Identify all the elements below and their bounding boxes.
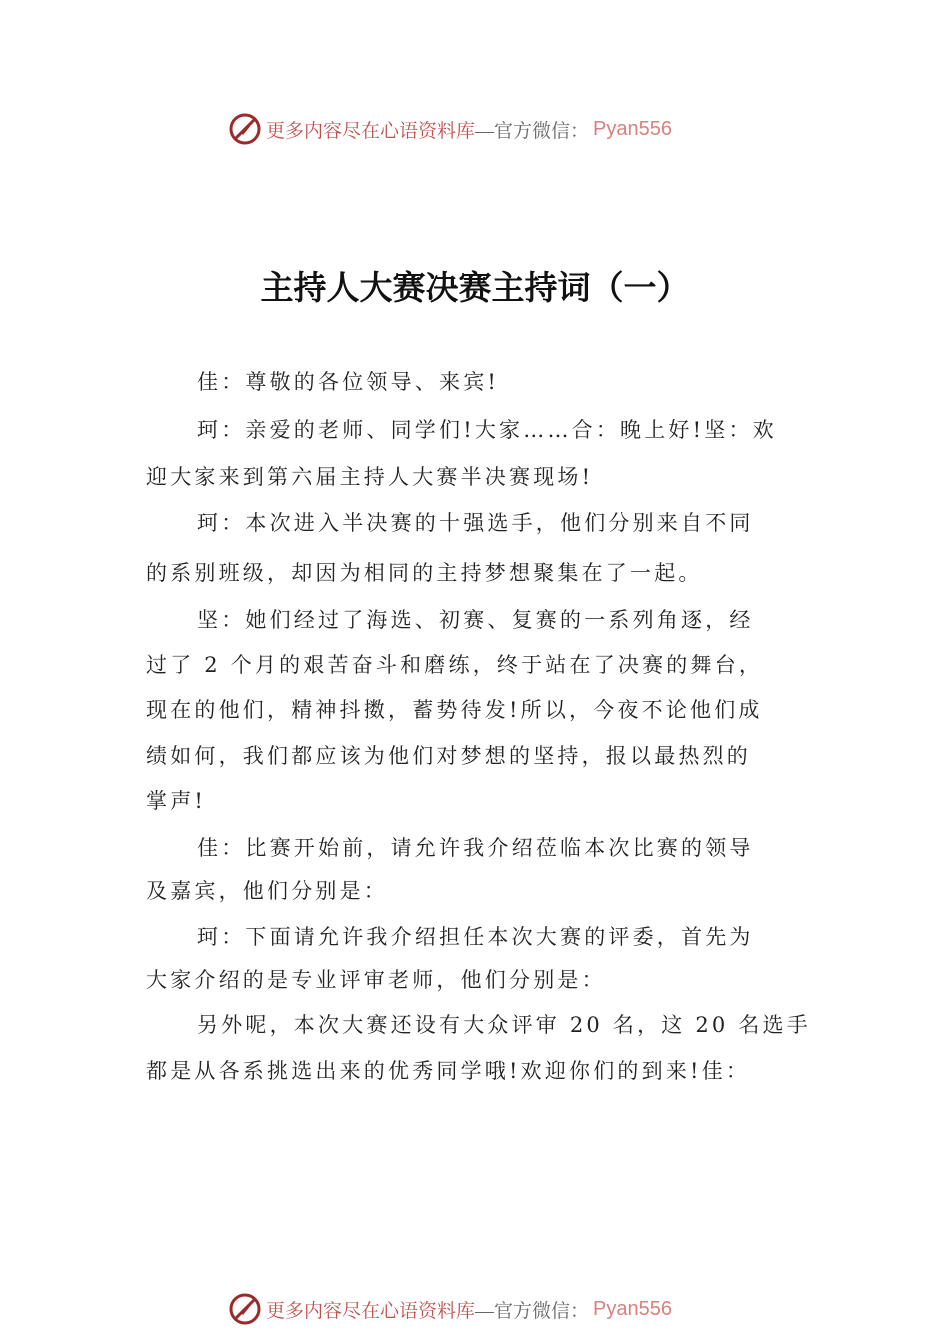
text-line: 大家介绍的是专业评审老师，他们分别是： bbox=[146, 968, 606, 992]
text-line: 佳：比赛开始前，请允许我介绍莅临本次比赛的领导 bbox=[197, 836, 754, 860]
text-line: 佳：尊敬的各位领导、来宾! bbox=[197, 370, 500, 394]
quill-logo-icon bbox=[228, 112, 262, 146]
text-line: 的系别班级，却因为相同的主持梦想聚集在了一起。 bbox=[146, 561, 703, 585]
quill-logo-icon bbox=[228, 1292, 262, 1326]
banner-wechat-label: —官方微信： bbox=[475, 120, 590, 142]
text-line: 迎大家来到第六届主持人大赛半决赛现场! bbox=[146, 465, 594, 489]
text-line: 及嘉宾，他们分别是： bbox=[146, 879, 388, 903]
banner-wechat-label: —官方微信： bbox=[475, 1300, 590, 1322]
text-line: 坚：她们经过了海选、初赛、复赛的一系列角逐，经 bbox=[197, 608, 754, 632]
header-watermark-banner bbox=[228, 112, 672, 146]
document-title: 主持人大赛决赛主持词（一） bbox=[260, 268, 690, 307]
text-line: 珂：本次进入半决赛的十强选手，他们分别来自不同 bbox=[197, 511, 754, 535]
text-line: 都是从各系挑选出来的优秀同学哦!欢迎你们的到来!佳： bbox=[146, 1059, 751, 1083]
footer-watermark-banner bbox=[228, 1292, 672, 1326]
banner-text: 更多内容尽在心语资料库 bbox=[266, 120, 476, 142]
text-line: 掌声! bbox=[146, 789, 207, 813]
banner-wechat-id: Pyan556 bbox=[593, 1297, 672, 1320]
text-line: 过了 2 个月的艰苦奋斗和磨练，终于站在了决赛的舞台， bbox=[146, 653, 764, 677]
banner-text: 更多内容尽在心语资料库 bbox=[266, 1300, 476, 1322]
text-line: 现在的他们，精神抖擞，蓄势待发!所以，今夜不论他们成 bbox=[146, 698, 763, 722]
text-line: 珂：下面请允许我介绍担任本次大赛的评委，首先为 bbox=[197, 925, 754, 949]
text-line: 珂：亲爱的老师、同学们!大家……合：晚上好!坚：欢 bbox=[197, 418, 777, 442]
text-line: 另外呢，本次大赛还设有大众评审 20 名，这 20 名选手 bbox=[197, 1013, 811, 1037]
banner-wechat-id: Pyan556 bbox=[593, 117, 672, 140]
text-line: 绩如何，我们都应该为他们对梦想的坚持，报以最热烈的 bbox=[146, 744, 751, 768]
